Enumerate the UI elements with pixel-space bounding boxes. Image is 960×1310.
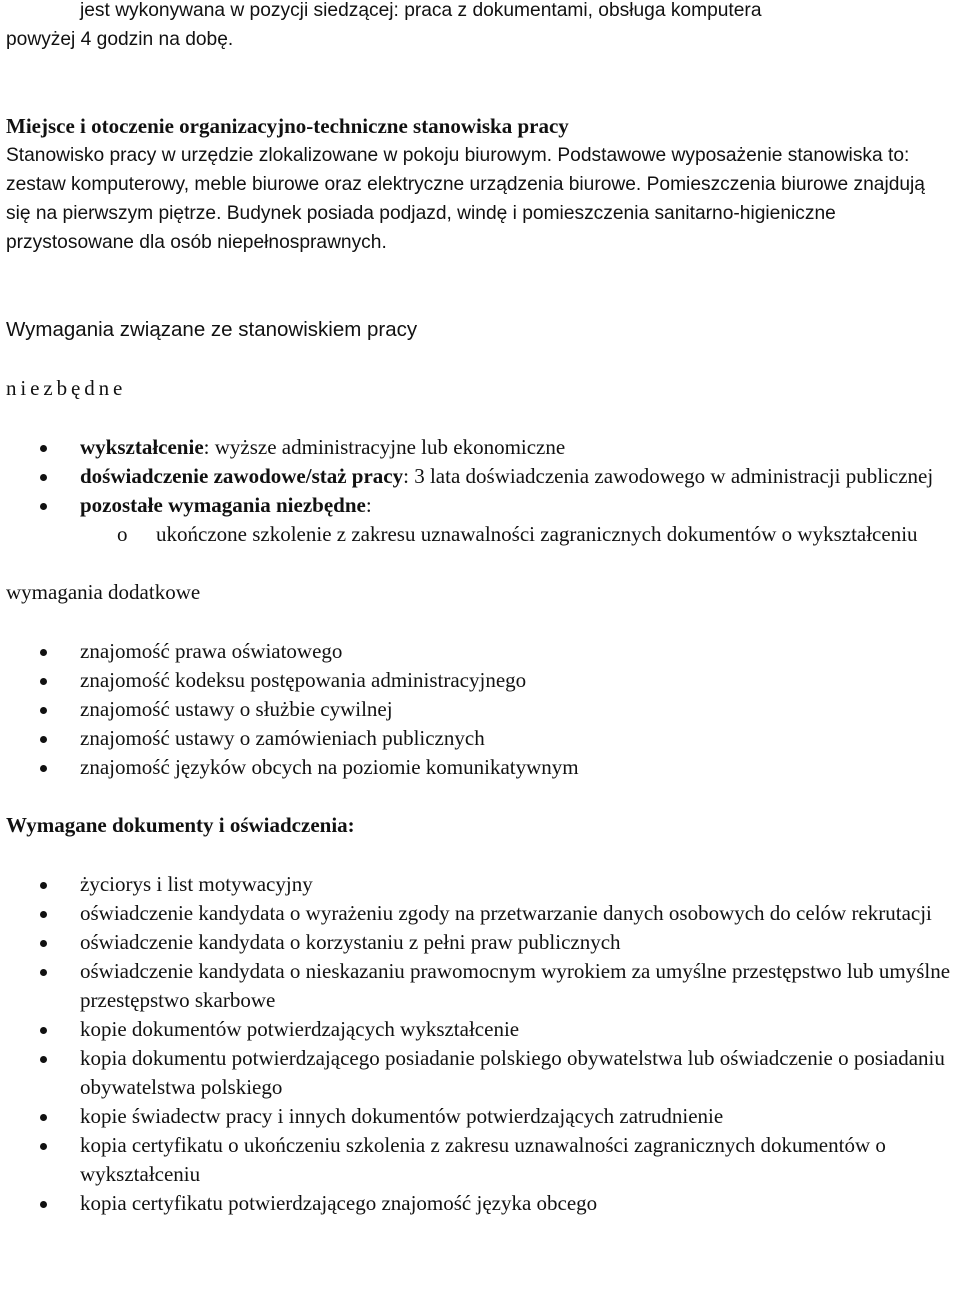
bullet-icon (40, 445, 47, 452)
bullet-icon (40, 736, 47, 743)
documents-list (6, 870, 952, 1218)
list-item (6, 957, 952, 1015)
essential-requirements-list (6, 433, 952, 549)
requirement-label: pozostałe wymagania niezbędne (80, 493, 366, 517)
list-item (6, 695, 952, 724)
list-item (6, 1015, 952, 1044)
list-item (6, 462, 952, 491)
document-item-text: oświadczenie kandydata o nieskazaniu prawomocnym wyrokiem za umyślne przestępstwo lub umyślne przestępstwo skarbowe (80, 959, 951, 1012)
spacer (6, 782, 952, 811)
sub-list-item (6, 520, 952, 549)
additional-item-text: znajomość prawa oświatowego (80, 639, 343, 663)
requirement-text: : 3 lata doświadczenia zawodowego w administracji publicznej (403, 464, 934, 488)
list-item (6, 928, 952, 957)
list-item (6, 753, 952, 782)
bullet-icon (40, 474, 47, 481)
requirement-text: : wyższe administracyjne lub ekonomiczne (203, 435, 566, 459)
additional-item-text: znajomość ustawy o służbie cywilnej (80, 697, 393, 721)
spacer (6, 54, 952, 112)
spacer (6, 840, 952, 870)
list-item (6, 870, 952, 899)
bullet-icon (40, 765, 47, 772)
document-item-text: kopia certyfikatu potwierdzającego znajomość języka obcego (80, 1191, 598, 1215)
bullet-icon (40, 882, 47, 889)
list-item (6, 433, 952, 462)
workplace-sentence-4: Budynek posiada podjazd, windę i pomieszczenia sanitarno-higieniczne przystosowane dla osób niepełnosprawnych. (6, 203, 836, 253)
document-item-text: kopia certyfikatu o ukończeniu szkolenia z zakresu uznawalności zagranicznych dokumentów o wykształceniu (80, 1133, 886, 1186)
essential-label: niezbędne (6, 376, 127, 400)
requirement-label: wykształcenie (80, 435, 204, 459)
list-item (6, 1044, 952, 1102)
bullet-icon (40, 1027, 47, 1034)
list-item (6, 1131, 952, 1189)
additional-requirements-list (6, 637, 952, 782)
list-item (6, 1102, 952, 1131)
document-page (6, 0, 952, 1218)
workplace-sentence-2: Podstawowe wyposażenie stanowiska to: zestaw komputerowy, meble biurowe oraz elektryczne urządzenia biurowe. (6, 145, 910, 195)
workplace-description (6, 141, 952, 257)
list-item (6, 899, 952, 928)
document-item-text: kopie dokumentów potwierdzających wykształcenie (80, 1017, 520, 1041)
intro-line-2: powyżej 4 godzin na dobę. (6, 29, 234, 50)
bullet-icon (40, 1143, 47, 1150)
bullet-icon (40, 969, 47, 976)
spacer (6, 344, 952, 374)
spacer (6, 607, 952, 637)
additional-label: wymagania dodatkowe (6, 580, 201, 604)
intro-line-1: jest wykonywana w pozycji siedzącej: praca z dokumentami, obsługa komputera (80, 0, 762, 21)
list-item (6, 1189, 952, 1218)
bullet-icon (40, 649, 47, 656)
list-item (6, 724, 952, 753)
list-item (6, 637, 952, 666)
document-item-text: oświadczenie kandydata o wyrażeniu zgody na przetwarzanie danych osobowych do celów rekrutacji (80, 901, 932, 925)
sub-requirement-text: ukończone szkolenie z zakresu uznawalności zagranicznych dokumentów o wykształceniu (156, 522, 918, 546)
document-item-text: kopia dokumentu potwierdzającego posiadanie polskiego obywatelstwa lub oświadczenie o posiadaniu obywatelstwa polskiego (80, 1046, 945, 1099)
additional-item-text: znajomość języków obcych na poziomie komunikatywnym (80, 755, 579, 779)
document-item-text: kopie świadectw pracy i innych dokumentów potwierdzających zatrudnienie (80, 1104, 724, 1128)
spacer (6, 257, 952, 315)
bullet-icon (40, 678, 47, 685)
list-item (6, 491, 952, 549)
requirements-heading: Wymagania związane ze stanowiskiem pracy (6, 318, 418, 341)
spacer (6, 403, 952, 433)
bullet-icon (40, 503, 47, 510)
additional-item-text: znajomość ustawy o zamówieniach publicznych (80, 726, 485, 750)
requirement-label: doświadczenie zawodowe/staż pracy (80, 464, 404, 488)
additional-item-text: znajomość kodeksu postępowania administracyjnego (80, 668, 527, 692)
document-item-text: oświadczenie kandydata o korzystaniu z pełni praw publicznych (80, 930, 621, 954)
bullet-icon (40, 1201, 47, 1208)
sub-requirements-list (6, 520, 952, 549)
documents-heading: Wymagane dokumenty i oświadczenia: (6, 813, 355, 837)
document-item-text: życiorys i list motywacyjny (80, 872, 313, 896)
spacer (6, 549, 952, 578)
bullet-icon (40, 911, 47, 918)
bullet-icon (40, 707, 47, 714)
workplace-heading: Miejsce i otoczenie organizacyjno-techniczne stanowiska pracy (6, 114, 569, 138)
workplace-sentence-1: Stanowisko pracy w urzędzie zlokalizowane w pokoju biurowym. (6, 145, 553, 166)
list-item (6, 666, 952, 695)
bullet-icon (40, 940, 47, 947)
requirement-text: : (365, 493, 372, 517)
bullet-icon (40, 1114, 47, 1121)
workplace-sentence-3: Pomieszczenia biurowe znajdują się na pierwszym piętrze. (6, 174, 925, 224)
bullet-icon (40, 1056, 47, 1063)
sub-bullet-marker: o (117, 522, 128, 546)
